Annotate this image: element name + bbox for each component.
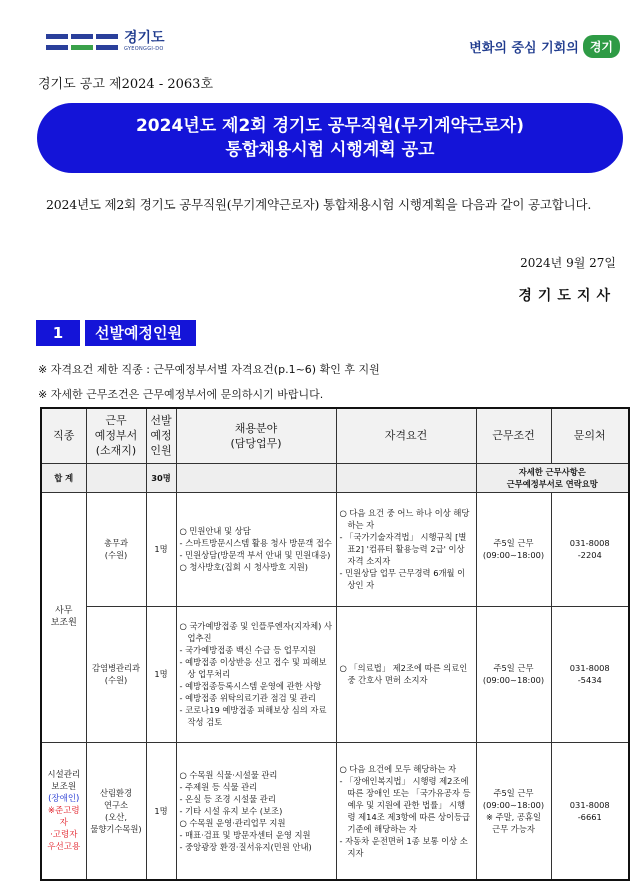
qual-item: - 「국가기술자격법」 시행규칙 [별표2] '컴퓨터 활용능력 2급' 이상 자격 소지자 xyxy=(339,532,467,566)
logo-korean: 경기도 xyxy=(124,30,165,46)
note-qualification: ※ 자격요건 제한 직종 : 근무예정부서별 자격요건(p.1~6) 확인 후 지원 xyxy=(38,363,380,376)
row-job xyxy=(41,742,86,880)
title-line-2: 통합채용시험 시행계획 공고 xyxy=(225,140,435,160)
logo-mark-icon xyxy=(46,34,118,50)
header-cond: 근무조건 xyxy=(476,408,551,463)
row-dept: 산림환경 연구소 (오산, 물향기수목원) xyxy=(86,742,146,880)
header-dept: 근무 예정부서 (소재지) xyxy=(86,408,146,463)
duty-item: - 코로나19 예방접종 피해보상 심의 자료 작성 검토 xyxy=(179,705,327,727)
note-conditions: ※ 자세한 근무조건은 근무예정부서에 문의하시기 바랍니다. xyxy=(38,388,324,401)
title-banner xyxy=(37,103,623,173)
intro-paragraph: 2024년도 제2회 경기도 공무직원(무기계약근로자) 통합채용시험 시행계획을 다음과 같이 공고합니다. xyxy=(46,197,592,212)
section-title: 선발예정인원 xyxy=(85,320,196,346)
qual-item: ○ 「의료법」 제2조에 따른 의료인 중 간호사 면허 소지자 xyxy=(339,663,468,685)
page-header xyxy=(0,0,638,70)
job-disabled-tag: (장애인) xyxy=(48,793,80,804)
qual-item: - 민원상담 업무 근무경력 6개월 이상인 자 xyxy=(339,568,466,590)
row-conditions: 주5일 근무 (09:00~18:00) ※ 주말, 공휴일 근무 가능자 xyxy=(476,742,551,880)
qual-item: - 「장애인복지법」 시행령 제2조에 따른 장애인 또는 「국가유공자 등 예우 및 지원에 관한 법률」 시행령 제14조 제3항에 따른 상이등급 기준에 해당하는 자 xyxy=(339,775,471,834)
duty-item: - 중앙광장 환경·질서유지(민원 안내) xyxy=(179,841,312,852)
qual-item: - 자동차 운전면허 1종 보통 이상 소지자 xyxy=(339,835,468,858)
section-heading xyxy=(36,320,196,346)
duty-item: ○ 수목원 운영·관리업무 지원 xyxy=(179,817,286,828)
row-quals xyxy=(336,606,476,742)
duty-item: - 민원상담(방문객 부서 안내 및 민원대응) xyxy=(179,550,331,560)
row-quals xyxy=(336,742,476,880)
gyeonggi-logo xyxy=(46,31,165,52)
row-contact: 031-8008 -6661 xyxy=(551,742,629,880)
slogan-badge: 경기 xyxy=(583,35,620,58)
duty-item: - 예방접종 위탁의료기관 점검 및 관리 xyxy=(179,693,316,703)
table-total-row xyxy=(41,463,629,492)
duty-item: - 국가예방접종 백신 수급 등 업무지원 xyxy=(179,645,316,655)
table-row xyxy=(41,492,629,606)
row-count: 1명 xyxy=(146,492,176,606)
total-conditions: 자세한 근무사항은 근무예정부서로 연락요망 xyxy=(476,463,629,492)
header-field: 채용분야 (담당업무) xyxy=(176,408,336,463)
recruitment-table xyxy=(40,407,630,881)
logo-english: GYEONGGI-DO xyxy=(124,46,164,52)
row-count: 1명 xyxy=(146,606,176,742)
duty-item: - 예방접종 이상반응 신고 접수 및 피해보상 업무처리 xyxy=(179,657,327,679)
row-contact: 031-8008 -5434 xyxy=(551,606,629,742)
total-label: 합 계 xyxy=(41,463,86,492)
header-contact: 문의처 xyxy=(551,408,629,463)
qual-item: ○ 다음 요건에 모두 해당하는 자 xyxy=(339,763,457,774)
duty-item: - 예방접종등록시스템 운영에 관한 사항 xyxy=(179,681,322,691)
job-title: 시설관리 보조원 xyxy=(47,769,81,792)
job-priority-note: ※준고령자 ·고령자 우선고용 xyxy=(47,805,81,852)
total-count: 30명 xyxy=(146,463,176,492)
duty-item: - 기타 시설 유지 보수 (보조) xyxy=(179,805,283,816)
section-number: 1 xyxy=(36,320,80,346)
duty-item: - 매표·검표 및 방문자센터 운영 지원 xyxy=(179,829,311,840)
duty-item: ○ 국가예방접종 및 인플루엔자(지자체) 사업추진 xyxy=(179,621,333,643)
row-dept: 감염병관리과 (수원) xyxy=(86,606,146,742)
table-row xyxy=(41,606,629,742)
duty-item: - 스마트방문시스템 활용 청사 방문객 접수 xyxy=(179,538,332,548)
row-count: 1명 xyxy=(146,742,176,880)
row-quals xyxy=(336,492,476,606)
row-conditions: 주5일 근무 (09:00~18:00) xyxy=(476,492,551,606)
notice-number: 경기도 공고 제2024 - 2063호 xyxy=(38,77,213,92)
row-duties xyxy=(176,492,336,606)
header-count: 선발 예정 인원 xyxy=(146,408,176,463)
duty-item: ○ 수목원 식물·시설물 관리 xyxy=(179,769,278,780)
row-contact: 031-8008 -2204 xyxy=(551,492,629,606)
table-header-row xyxy=(41,408,629,463)
header-job: 직종 xyxy=(41,408,86,463)
row-duties xyxy=(176,742,336,880)
qual-item: ○ 다음 요건 중 어느 하나 이상 해당하는 자 xyxy=(339,508,470,530)
row-duties xyxy=(176,606,336,742)
row-job: 사무 보조원 xyxy=(41,492,86,742)
row-dept: 총무과 (수원) xyxy=(86,492,146,606)
duty-item: - 온실 등 조경 시설물 관리 xyxy=(179,793,276,804)
duty-item: ○ 민원안내 및 상담 xyxy=(179,526,251,536)
table-row xyxy=(41,742,629,880)
row-conditions: 주5일 근무 (09:00~18:00) xyxy=(476,606,551,742)
notice-date: 2024년 9월 27일 xyxy=(520,256,616,270)
duty-item: ○ 청사방호(집회 시 청사방호 지원) xyxy=(179,562,308,572)
slogan-text: 변화의 중심 기회의 xyxy=(469,41,579,56)
slogan xyxy=(469,35,620,58)
issuer: 경기도지사 xyxy=(518,288,616,304)
title-line-1: 2024년도 제2회 경기도 공무직원(무기계약근로자) xyxy=(135,116,525,136)
header-qual: 자격요건 xyxy=(336,408,476,463)
duty-item: - 주제원 등 식물 관리 xyxy=(179,781,258,792)
